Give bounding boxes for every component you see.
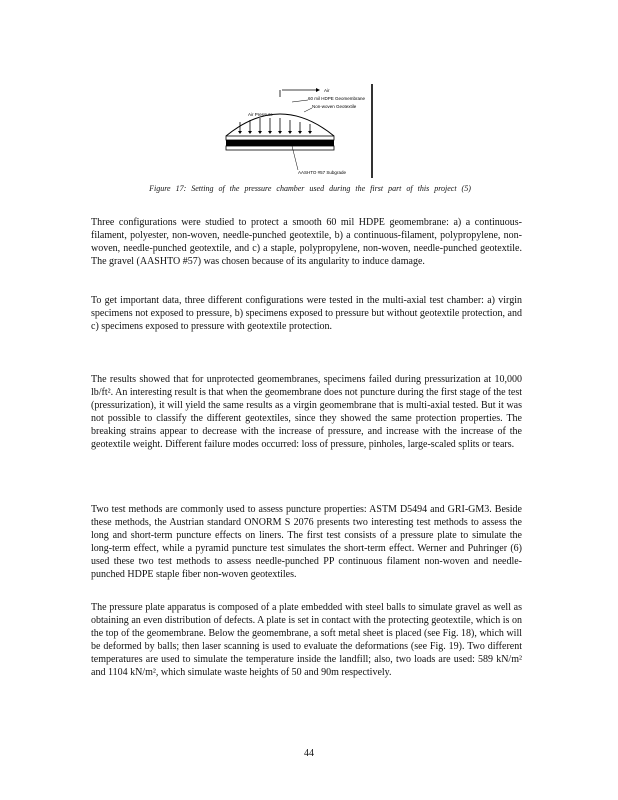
paragraph-test-configurations: To get important data, three different configurations were tested in the multi-axial test chamber: a) virgin specimens not exposed to pressure, b) specimens exposed to pressure but without geotextile protection, and c) specimens exposed to pressure with geotextile protection. <box>91 295 522 332</box>
paragraph-pressure-plate: The pressure plate apparatus is composed of a plate embedded with steel balls to simulate gravel as well as obtaining an even distribution of defects. A plate is set in contact with the protecting geotextile, which is on the top of the geomembrane. Below the geomembrane, a soft metal sheet is placed (see Fig. 18), which will be deformed by balls; then laser scanning is used to evaluate the deformations (see Fig. 19). Two different temperatures are used to simulate the temperature inside the landfill; also, two loads are used: 589 kN/m² and 1104 kN/m², which simulate waste heights of 50 and 90m respectively. <box>91 602 522 678</box>
air-label: Air <box>324 88 330 93</box>
pressure-arrowheads <box>238 131 312 134</box>
geomembrane-layer <box>226 136 334 140</box>
subgrade-layer <box>226 140 334 146</box>
geotextile-label: Non-woven Geotextile <box>312 104 357 109</box>
pressure-chamber-figure <box>220 84 380 180</box>
paragraph-results: The results showed that for unprotected geomembranes, specimens failed during pressurization at 10,000 lb/ft². An interesting result is that when the geomembrane does not puncture during the first stage of the test (pressurization), it will yield the same results as a virgin geomembrane that is multi-axial tested. But it was not possible to classify the different geotextiles, since they showed the same protection properties. The breaking strains appear to decrease with the increase of pressure, and increase with the increase of the geotextile weight. Different failure modes occurred: loss of pressure, pinholes, large-scaled splits or tears. <box>91 374 522 450</box>
subgrade-label: AASHTO #57 Subgrade <box>298 170 346 175</box>
figure-caption: Figure 17: Setting of the pressure chamber used during the first part of this project (5) <box>149 184 471 193</box>
paragraph-configurations: Three configurations were studied to protect a smooth 60 mil HDPE geomembrane: a) a continuous-filament, polyester, non-woven, needle-punched geotextile, b) a continuous-filament, polypropylene, non-woven, needle-punched geotextile, and c) a staple, polypropylene, non-woven, needle-punched geotextile. The gravel (AASHTO #57) was chosen because of its angularity to induce damage. <box>91 217 522 267</box>
paragraph-test-methods: Two test methods are commonly used to assess puncture properties: ASTM D5494 and GRI-GM3. Beside these methods, the Austrian standard ONORM S 2076 presents two interesting test methods to assess the long and short-term puncture effects on liners. The first test consists of a pressure plate to simulate the long-term effect, while a pyramid puncture test simulates the short-term effect. Werner and Puhringer (6) used these two test methods to assess needle-punched PP continuous filament non-woven and needle-punched HDPE staple fiber non-woven geotextiles. <box>91 504 522 580</box>
pressure-label: Air Pressure <box>248 112 273 117</box>
page-number: 44 <box>304 748 314 759</box>
chamber-base <box>226 146 334 150</box>
geomembrane-label: 60 mil HDPE Geomembrane <box>308 96 366 101</box>
